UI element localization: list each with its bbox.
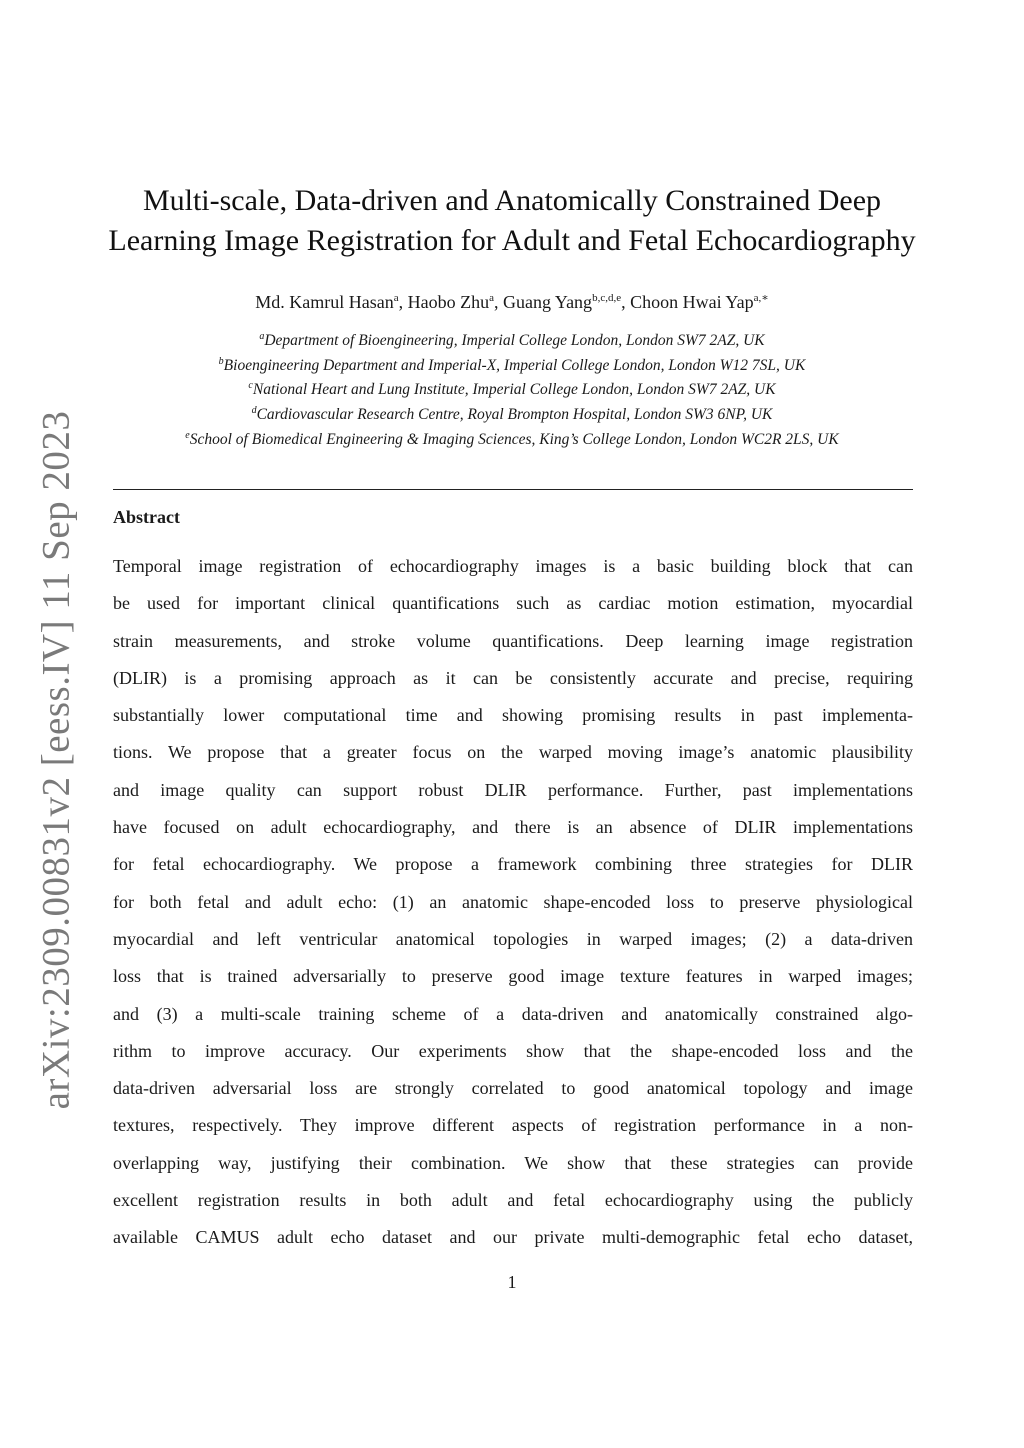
abstract-line: overlapping way, justifying their combination. We show that these strategies can provide <box>113 1152 913 1173</box>
abstract-line: have focused on adult echocardiography, and there is an absence of DLIR implementations <box>113 817 913 838</box>
author-affiliation-mark: b,c,d,e <box>592 292 622 304</box>
affiliation <box>80 426 944 451</box>
abstract-line: textures, respectively. They improve different aspects of registration performance in a non- <box>113 1115 913 1136</box>
title-line-2: Learning Image Registration for Adult and Fetal Echocardiography <box>108 224 916 257</box>
affiliation-text: School of Biomedical Engineering & Imaging Sciences, King’s College London, London WC2R 2LS, UK <box>189 430 839 448</box>
abstract-line: be used for important clinical quantifications such as cardiac motion estimation, myocardial <box>113 593 913 614</box>
affiliation-mark: e <box>185 429 190 441</box>
abstract-line: substantially lower computational time and showing promising results in past implementa- <box>113 705 913 726</box>
affiliation <box>80 376 944 401</box>
affiliation-list <box>80 327 944 450</box>
abstract-heading: Abstract <box>113 507 180 527</box>
abstract-line: data-driven adversarial loss are strongly correlated to good anatomical topology and image <box>113 1078 913 1099</box>
author-name: Guang Yang <box>503 292 593 312</box>
abstract-line: loss that is trained adversarially to preserve good image texture features in warped images; <box>113 966 913 987</box>
abstract-line: for both fetal and adult echo: (1) an anatomic shape-encoded loss to preserve physiological <box>113 891 913 912</box>
abstract-line: available CAMUS adult echo dataset and our private multi-demographic fetal echo dataset, <box>113 1227 913 1248</box>
page-number: 1 <box>507 1272 517 1292</box>
abstract-line: for fetal echocardiography. We propose a framework combining three strategies for DLIR <box>113 854 913 875</box>
affiliation <box>80 401 944 426</box>
author-affiliation-mark: a,∗ <box>753 292 769 304</box>
abstract-line: (DLIR) is a promising approach as it can be consistently accurate and precise, requiring <box>113 667 913 688</box>
abstract-line: Temporal image registration of echocardiography images is a basic building block that can <box>113 556 913 576</box>
affiliation-text: National Heart and Lung Institute, Imperial College London, London SW7 2AZ, UK <box>252 381 776 399</box>
affiliation-mark: b <box>218 355 224 367</box>
author-separator: , <box>398 292 408 312</box>
affiliation-mark: c <box>248 380 253 392</box>
affiliation <box>80 327 944 352</box>
affiliation-text: Bioengineering Department and Imperial-X, Imperial College London, London W12 7SL, UK <box>223 356 806 374</box>
abstract-line: myocardial and left ventricular anatomical topologies in warped images; (2) a data-driven <box>113 928 913 949</box>
abstract-line: and image quality can support robust DLIR performance. Further, past implementations <box>113 779 913 800</box>
author-name: Choon Hwai Yap <box>630 292 754 312</box>
arxiv-identifier: arXiv:2309.00831v2 [eess.IV] 11 Sep 2023 <box>34 410 78 1110</box>
abstract-line: tions. We propose that a greater focus on the warped moving image’s anatomic plausibility <box>113 742 913 763</box>
abstract-line: strain measurements, and stroke volume quantifications. Deep learning image registration <box>113 630 913 651</box>
abstract-line: rithm to improve accuracy. Our experiments show that the shape-encoded loss and the <box>113 1040 913 1061</box>
author-name: Haobo Zhu <box>407 292 490 312</box>
title-line-1: Multi-scale, Data-driven and Anatomically Constrained Deep <box>142 184 882 217</box>
author-affiliation-mark: a <box>393 292 399 304</box>
affiliation <box>80 352 944 377</box>
abstract-body <box>113 551 913 1260</box>
abstract-line: excellent registration results in both adult and fetal echocardiography using the publicly <box>113 1190 913 1211</box>
abstract-line: and (3) a multi-scale training scheme of a data-driven and anatomically constrained algo- <box>113 1003 913 1024</box>
affiliation-mark: d <box>251 404 257 416</box>
author-list <box>80 285 944 315</box>
affiliation-text: Cardiovascular Research Centre, Royal Brompton Hospital, London SW3 6NP, UK <box>256 406 773 424</box>
author-separator: , <box>621 292 631 312</box>
author-separator: , <box>494 292 504 312</box>
section-divider <box>113 489 913 490</box>
paper-title <box>80 181 944 261</box>
author-name: Md. Kamrul Hasan <box>255 292 394 312</box>
affiliation-mark: a <box>259 331 265 342</box>
affiliation-text: Department of Bioengineering, Imperial College London, London SW7 2AZ, UK <box>264 332 765 350</box>
author-affiliation-mark: a <box>489 292 495 304</box>
